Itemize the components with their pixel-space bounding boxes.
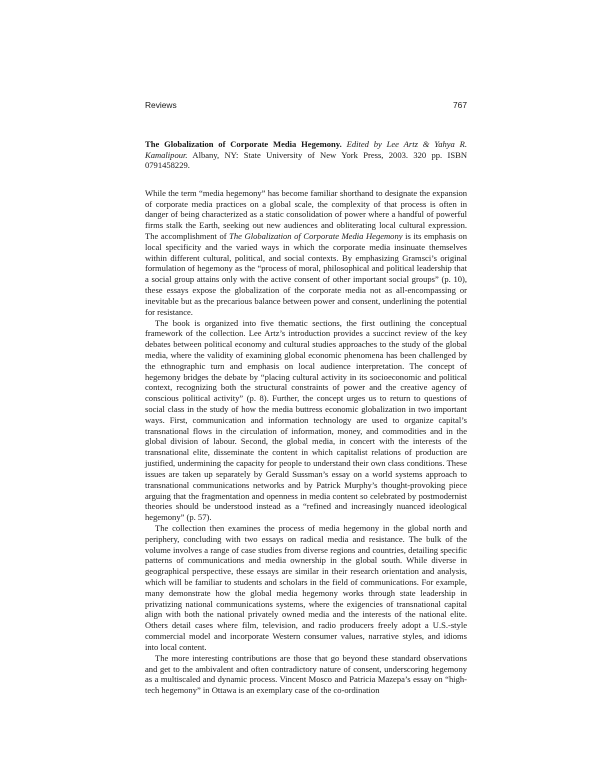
paragraph-1-text-b: is its emphasis on local specificity and the varied ways in which the corporate media insinuate themselves within different cultural, political, and social contexts. By emphasizing Gramsci’s original formulation of hegemony as the “process of moral, philosophical and political leadership that a social group attains only with the active consent of other important social groups” (p. 10), these essays expose the globalization of the corporate media not as all-encompassing or inevitable but as the precarious balance between power and consent, underlining the potential for resistance. — [145, 231, 467, 317]
page-number: 767 — [453, 100, 467, 110]
paragraph-3: The collection then examines the process of media hegemony in the global north and periphery, concluding with two essays on radical media and resistance. The bulk of the volume involves a range of case studies from diverse regions and countries, detailing specific patterns of communications and media ownership in the global south. While diverse in geographical perspective, these essays are similar in their research orientation and analysis, which will be familiar to students and scholars in the field of communications. For example, many demonstrate how the global media hegemony works through state leadership in privatizing national communications systems, where the exigencies of transnational capital align with both the national privately owned media and the interests of the national elite. Others detail cases where film, television, and radio producers freely adopt a U.S.-style commercial model and incorporate Western consumer values, narrative styles, and idioms into local content. — [145, 522, 467, 652]
section-name: Reviews — [145, 100, 177, 110]
review-body — [145, 188, 467, 696]
paragraph-4: The more interesting contributions are those that go beyond these standard observations and get to the ambivalent and often contradictory nature of consent, underscoring hegemony as a multiscaled and dynamic process. Vincent Mosco and Patricia Mazepa’s essay on “high-tech hegemony” in Ottawa is an exemplary case of the co-ordination — [145, 652, 467, 696]
book-citation — [145, 139, 467, 171]
publication-details: Albany, NY: State University of New York Press, 2003. 320 pp. ISBN 0791458229. — [145, 149, 467, 171]
paragraph-1-book-title: The Globalization of Corporate Media Hegemony — [229, 231, 403, 242]
paragraph-2: The book is organized into five thematic sections, the first outlining the conceptual framework of the collection. Lee Artz’s introduction provides a succinct review of the key debates between political economy and cultural studies approaches to the study of the global media, where the validity of examining global economic phenomena has been challenged by the ethnographic turn and emphasis on local audience interpretation. The concept of hegemony bridges the debate by “placing cultural activity in its socioeconomic and political context, recognizing both the structural constraints of power and the creative agency of conscious political activity” (p. 8). Further, the concept urges us to return to questions of social class in the study of how the media buttress economic globalization in two important ways. First, communication and information technology are used to organize capital’s transnational flows in the circulation of information, money, and commodities and in the global division of labour. Second, the global media, in concert with the interests of the transnational elite, disseminate the content in which capitalist relations of production are justified, undermining the capacity for people to understand their own class conditions. These issues are taken up separately by Gerald Sussman’s essay on a world systems approach to transnational communications networks and by Patrick Murphy’s thought-provoking piece arguing that the fragmentation and openness in media content so celebrated by postmodernist theories should be understood instead as a “refined and increasingly nuanced ideological hegemony” (p. 57). — [145, 317, 467, 523]
journal-page — [145, 100, 467, 696]
running-head — [145, 100, 467, 112]
book-title: The Globalization of Corporate Media Hegemony. — [145, 139, 342, 149]
paragraph-1 — [145, 188, 467, 318]
book-editors: Edited by Lee Artz & Yahya R. Kamalipour. — [145, 139, 467, 160]
paragraph-1-text-a: While the term “media hegemony” has become familiar shorthand to designate the expansion of corporate media practices on a global scale, the complexity of that process is often in danger of being characterized as a static consolidation of power where a handful of powerful firms stalk the Earth, seeking out new audiences and obliterating local cultural expression. The accomplishment of — [145, 187, 467, 242]
